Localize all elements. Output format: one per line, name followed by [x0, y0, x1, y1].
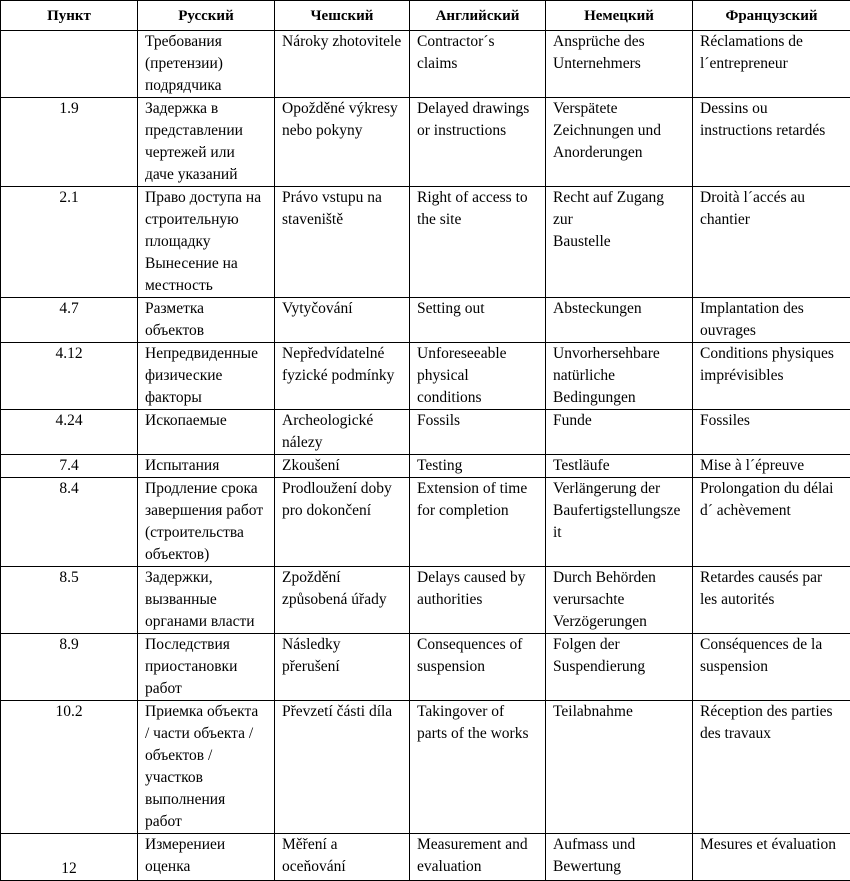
cell-clause: 8.4: [1, 478, 138, 567]
header-row: [1, 1, 850, 31]
cell-english: Takingover of parts of the works: [410, 701, 546, 834]
cell-french: Mise à l´épreuve: [693, 455, 850, 478]
cell-german: Teilabnahme: [546, 701, 693, 834]
cell-russian: Измерениеи оценка: [138, 834, 275, 881]
cell-czech: Vytyčování: [275, 298, 410, 343]
cell-clause: 1.9: [1, 98, 138, 187]
cell-czech: Nároky zhotovitele: [275, 31, 410, 98]
cell-french: Implantation des ouvrages: [693, 298, 850, 343]
header-english: Английский: [410, 1, 546, 31]
cell-clause: 4.12: [1, 343, 138, 410]
cell-clause: [1, 31, 138, 98]
cell-english: Fossils: [410, 410, 546, 455]
table-row: [1, 410, 850, 455]
cell-english: Right of access to the site: [410, 187, 546, 298]
cell-czech: Zpoždění způsobená úřady: [275, 567, 410, 634]
cell-french: Prolongation du délai d´ achèvement: [693, 478, 850, 567]
cell-german: Recht auf Zugang zur Baustelle: [546, 187, 693, 298]
cell-czech: Archeologické nálezy: [275, 410, 410, 455]
cell-clause: 8.5: [1, 567, 138, 634]
cell-clause: 10.2: [1, 701, 138, 834]
cell-russian: Задержки, вызванные органами власти: [138, 567, 275, 634]
cell-russian: Последствия приостановки работ: [138, 634, 275, 701]
cell-french: Conditions physiques imprévisibles: [693, 343, 850, 410]
header-clause: Пункт: [1, 1, 138, 31]
cell-french: Fossiles: [693, 410, 850, 455]
cell-french: Droità l´accés au chantier: [693, 187, 850, 298]
cell-czech: Měření a oceňování: [275, 834, 410, 881]
cell-english: Unforeseeable physical conditions: [410, 343, 546, 410]
header-french: Французский: [693, 1, 850, 31]
cell-english: Delayed drawings or instructions: [410, 98, 546, 187]
cell-french: Réception des parties des travaux: [693, 701, 850, 834]
cell-french: Conséquences de la suspension: [693, 634, 850, 701]
cell-german: Verspätete Zeichnungen und Anorderungen: [546, 98, 693, 187]
cell-french: Mesures et évaluation: [693, 834, 850, 881]
cell-french: Retardes causés par les autorités: [693, 567, 850, 634]
table-row: [1, 701, 850, 834]
table-row: [1, 567, 850, 634]
cell-french: Dessins ou instructions retardés: [693, 98, 850, 187]
cell-german: Ansprüche des Unternehmers: [546, 31, 693, 98]
cell-english: Extension of time for completion: [410, 478, 546, 567]
cell-russian: Ископаемые: [138, 410, 275, 455]
table-row: [1, 455, 850, 478]
cell-german: Folgen der Suspendierung: [546, 634, 693, 701]
table-row: [1, 98, 850, 187]
cell-german: Aufmass und Bewertung: [546, 834, 693, 881]
cell-english: Measurement and evaluation: [410, 834, 546, 881]
cell-english: Consequences of suspension: [410, 634, 546, 701]
cell-russian: Требования (претензии) подрядчика: [138, 31, 275, 98]
cell-czech: Opožděné výkresy nebo pokyny: [275, 98, 410, 187]
header-czech: Чешский: [275, 1, 410, 31]
cell-czech: Převzetí části díla: [275, 701, 410, 834]
table-row: [1, 298, 850, 343]
cell-czech: Prodloužení doby pro dokončení: [275, 478, 410, 567]
cell-english: Testing: [410, 455, 546, 478]
cell-russian: Непредвиденные физические факторы: [138, 343, 275, 410]
cell-russian: Задержка в представлении чертежей или даче указаний: [138, 98, 275, 187]
cell-english: Setting out: [410, 298, 546, 343]
cell-russian: Приемка объекта / части объекта / объектов / участков выполнения работ: [138, 701, 275, 834]
cell-clause: 8.9: [1, 634, 138, 701]
cell-russian: Продление срока завершения работ (строительства объектов): [138, 478, 275, 567]
header-russian: Русский: [138, 1, 275, 31]
cell-clause: 4.24: [1, 410, 138, 455]
cell-german: Funde: [546, 410, 693, 455]
cell-clause: 12: [1, 834, 138, 881]
cell-french: Réclamations de l´entrepreneur: [693, 31, 850, 98]
cell-german: Verlängerung der Baufertigstellungsze it: [546, 478, 693, 567]
cell-russian: Испытания: [138, 455, 275, 478]
cell-russian: Разметка объектов: [138, 298, 275, 343]
cell-german: Unvorhersehbare natürliche Bedingungen: [546, 343, 693, 410]
cell-clause: 4.7: [1, 298, 138, 343]
cell-czech: Právo vstupu na staveniště: [275, 187, 410, 298]
cell-german: Absteckungen: [546, 298, 693, 343]
table-row: [1, 478, 850, 567]
cell-clause: 7.4: [1, 455, 138, 478]
cell-german: Durch Behörden verursachte Verzögerungen: [546, 567, 693, 634]
table-row: [1, 634, 850, 701]
table-row: [1, 343, 850, 410]
cell-english: Contractor´s claims: [410, 31, 546, 98]
cell-czech: Zkoušení: [275, 455, 410, 478]
cell-czech: Nepředvídatelné fyzické podmínky: [275, 343, 410, 410]
table-row: [1, 834, 850, 881]
table-row: [1, 187, 850, 298]
cell-czech: Následky přerušení: [275, 634, 410, 701]
cell-russian: Право доступа на строительную площадку Вынесение на местность: [138, 187, 275, 298]
cell-english: Delays caused by authorities: [410, 567, 546, 634]
cell-clause: 2.1: [1, 187, 138, 298]
table-body: [1, 31, 850, 881]
table-row: [1, 31, 850, 98]
cell-german: Testläufe: [546, 455, 693, 478]
header-german: Немецкий: [546, 1, 693, 31]
